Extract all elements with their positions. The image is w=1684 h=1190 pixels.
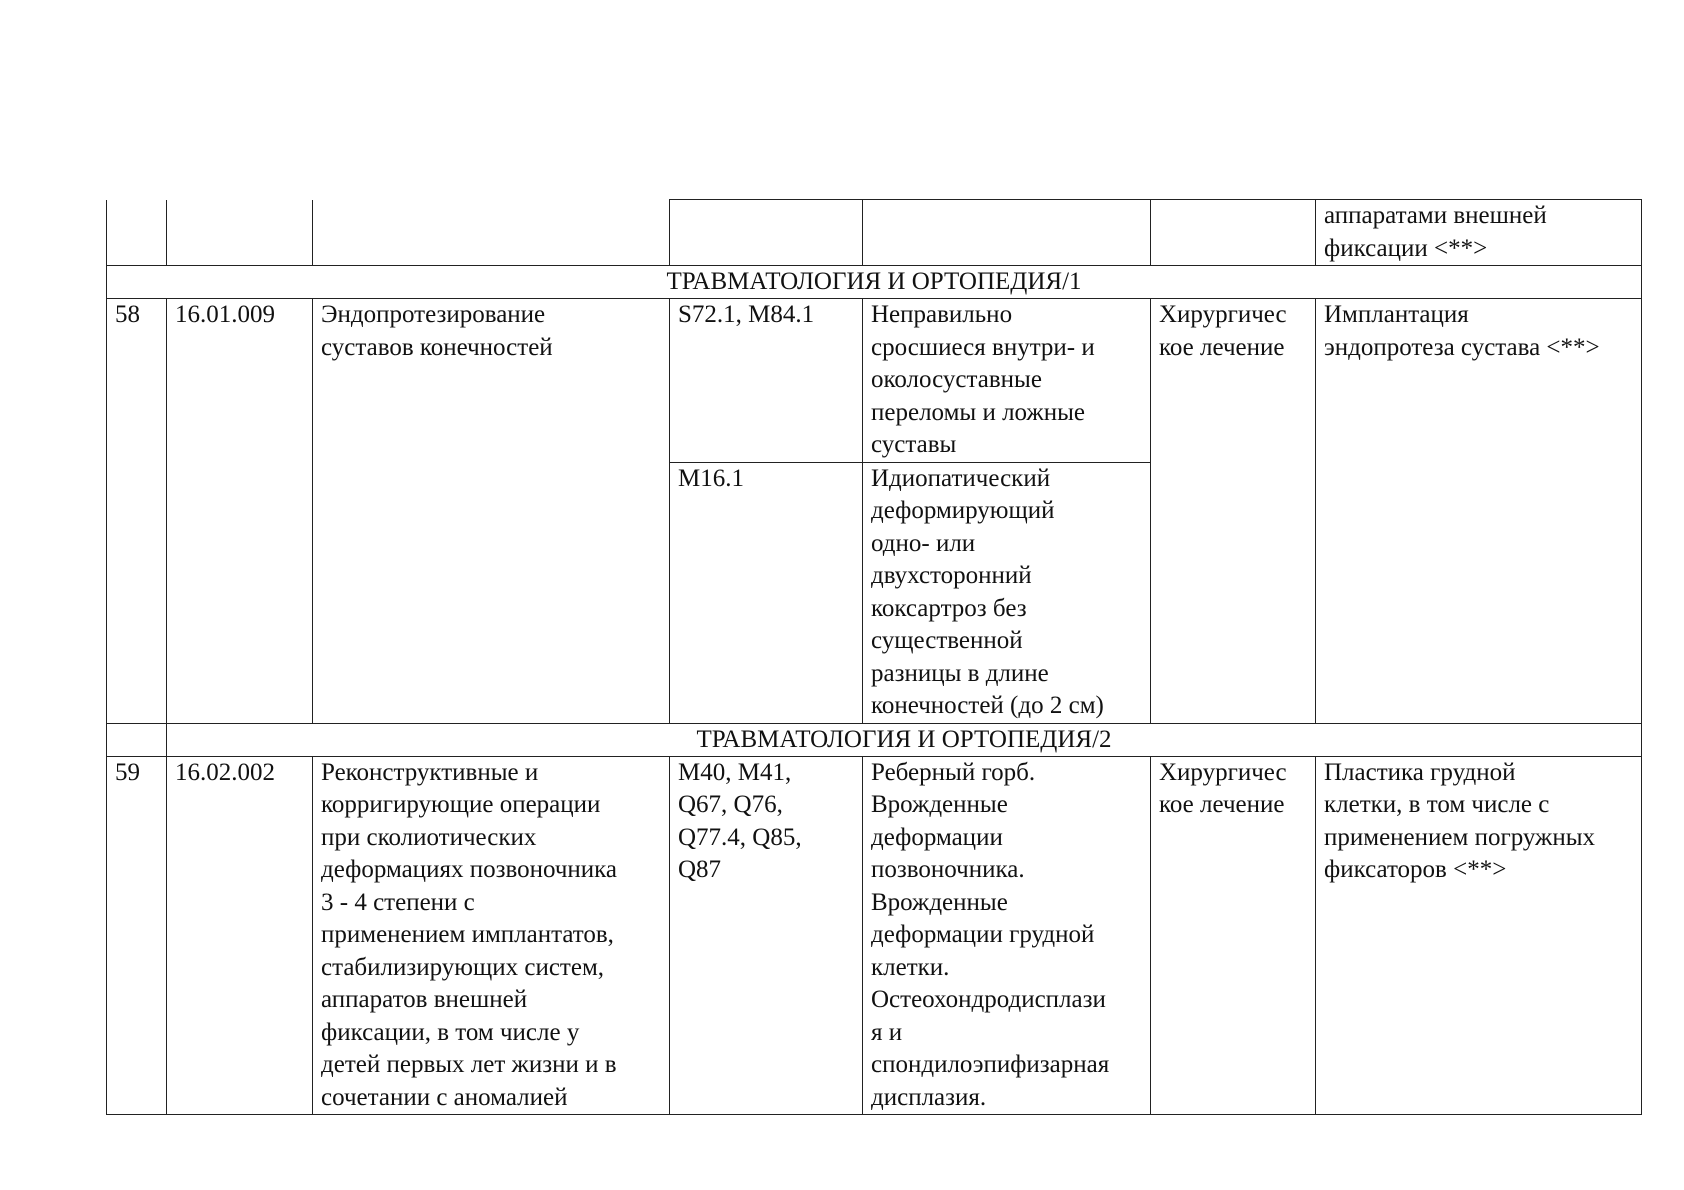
icd-cell <box>670 299 863 463</box>
group-code: 16.01.009 <box>175 301 275 328</box>
treatment-method: Имплантация эндопротеза сустава <**> <box>1324 301 1600 361</box>
model-cell <box>863 200 1151 266</box>
treatment-cell <box>1151 299 1316 724</box>
num-cell <box>107 200 167 266</box>
name-cell <box>313 299 670 724</box>
medical-care-table <box>106 199 1642 1115</box>
icd-cell <box>670 756 863 1115</box>
method-text: аппаратами внешней фиксации <**> <box>1324 202 1547 262</box>
patient-model: Идиопатический деформирующий одно- или двухсторонний коксартроз без существенной разницы в длине конечностей (до 2 см) <box>871 464 1104 719</box>
code-cell <box>167 756 313 1115</box>
icd-cell <box>670 462 863 723</box>
num-cell <box>107 723 167 756</box>
num-cell <box>107 756 167 1115</box>
care-type-name: Эндопротезирование суставов конечностей <box>321 301 553 361</box>
model-cell <box>863 462 1151 723</box>
code-cell <box>167 299 313 724</box>
icd-cell <box>670 200 863 266</box>
name-cell <box>313 756 670 1115</box>
treatment-method: Пластика грудной клетки, в том числе с применением погружных фиксаторов <**> <box>1324 758 1595 883</box>
model-cell <box>863 756 1151 1115</box>
treatment-cell <box>1151 756 1316 1115</box>
patient-model: Неправильно сросшиеся внутри- и околосуставные переломы и ложные суставы <box>871 301 1095 458</box>
method-cell <box>1316 299 1642 724</box>
row-number: 59 <box>115 758 140 786</box>
method-cell <box>1316 756 1642 1115</box>
code-cell <box>167 200 313 266</box>
section-header-row <box>107 266 1642 299</box>
icd-codes: S72.1, M84.1 <box>678 301 815 328</box>
section-title: ТРАВМАТОЛОГИЯ И ОРТОПЕДИЯ/2 <box>167 723 1642 756</box>
model-cell <box>863 299 1151 463</box>
group-code: 16.02.002 <box>175 758 275 786</box>
row-number: 58 <box>115 301 140 328</box>
icd-codes: M40, M41, Q67, Q76, Q77.4, Q85, Q87 <box>678 758 802 883</box>
patient-model: Реберный горб. Врожденные деформации позвоночника. Врожденные деформации грудной клетки. Остеохондродисплази я и спондилоэпифизарная дисплазия. <box>871 758 1110 1111</box>
treatment-type: Хирургичес кое лечение <box>1159 758 1287 818</box>
treatment-type: Хирургичес кое лечение <box>1159 301 1287 361</box>
num-cell <box>107 299 167 724</box>
name-cell <box>313 200 670 266</box>
icd-codes: M16.1 <box>678 464 744 492</box>
section-title: ТРАВМАТОЛОГИЯ И ОРТОПЕДИЯ/1 <box>107 266 1642 299</box>
care-type-name: Реконструктивные и корригирующие операции при сколиотических деформациях позвоночника 3 - 4 степени с применением имплантатов, стабилизирующих систем, аппаратов внешней фиксации, в том числе у детей первых лет жизни и в сочетании с аномалией <box>321 758 618 1111</box>
method-cell <box>1316 200 1642 266</box>
table-row <box>107 756 1642 1115</box>
treatment-cell <box>1151 200 1316 266</box>
section-header-row <box>107 723 1642 756</box>
continuation-row <box>107 200 1642 266</box>
table-row <box>107 299 1642 463</box>
